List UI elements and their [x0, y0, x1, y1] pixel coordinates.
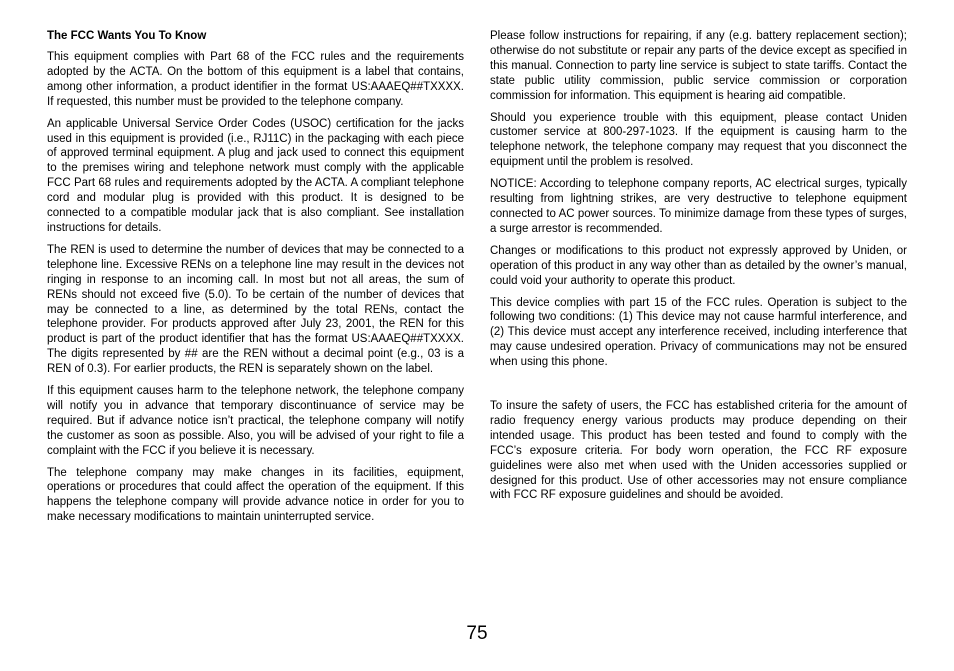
paragraph-repairs: Please follow instructions for repairing, if any (e.g. battery replacement section); otherwise do not substitute or repair any parts of the device except as specified in this manual. Connection to party line service is subject to state tariffs. Contact the state public utility commission, public service commission or corporation commission for information. This equipment is hearing aid compatible.	[490, 30, 907, 102]
paragraph-ren: The REN is used to determine the number of devices that may be connected to a telephone line. Excessive RENs on a telephone line may result in the devices not ringing in response to an incoming call. In most but not all areas, the sum of RENs should not exceed five (5.0). To be certain of the number of devices that may be connected to a line, as determined by the total RENs, contact the telephone provider. For products approved after July 23, 2001, the REN for this product is part of the product identifier that has the format US:AAAEQ##TXXXX. The digits represented by ## are the REN without a decimal point (e.g., 03 is a REN of 0.3). For earlier products, the REN is separately shown on the label.	[47, 243, 464, 376]
paragraph-customer-service: Should you experience trouble with this equipment, please contact Uniden customer service at 800-297-1023. If the equipment is causing harm to the telephone network, the telephone company may request that you disconnect the equipment until the problem is resolved.	[490, 111, 907, 169]
right-column	[490, 29, 907, 510]
spacer	[490, 377, 907, 399]
paragraph-facility-changes: The telephone company may make changes in its facilities, equipment, operations or procedures that could affect the operation of the equipment. If this happens the telephone company will provide advance notice in order for you to make necessary modifications to maintain uninterrupted service.	[47, 466, 464, 524]
paragraph-fcc-part68: This equipment complies with Part 68 of the FCC rules and the requirements adopted by the ACTA. On the bottom of this equipment is a label that contains, among other information, a product identifier in the format US:AAAEQ##TXXXX. If requested, this number must be provided to the telephone company.	[47, 51, 464, 108]
paragraph-rf-exposure: To insure the safety of users, the FCC has established criteria for the amount of radio frequency energy various products may produce depending on their intended usage. This product has been tested and found to comply with the FCC’s exposure criteria. For body worn operation, the FCC RF exposure guidelines were also met when used with the Uniden accessories supplied or designed for this product. Use of other accessories may not ensure compliance with FCC RF exposure guidelines and should be avoided.	[490, 400, 907, 502]
paragraph-surge-notice: NOTICE: According to telephone company reports, AC electrical surges, typically resulting from lightning strikes, are very destructive to telephone equipment connected to AC power sources. To minimize damage from these types of surges, a surge arrestor is recommended.	[490, 178, 907, 235]
paragraph-usoc: An applicable Universal Service Order Codes (USOC) certification for the jacks used in this equipment is provided (i.e., RJ11C) in the packaging with each piece of approved terminal equipment. A plug and jack used to connect this equipment to the premises wiring and telephone network must comply with the applicable FCC Part 68 rules and requirements adopted by the ACTA. A compliant telephone cord and modular plug is provided with this product. It is designed to be connected to a compatible modular jack that is also compliant. See installation instructions for details.	[47, 117, 464, 234]
paragraph-network-harm: If this equipment causes harm to the telephone network, the telephone company will notify you in advance that temporary discontinuance of service may be required. But if advance notice isn’t practical, the telephone company will notify the customer as soon as possible. Also, you will be advised of your right to file a complaint with the FCC if you believe it is necessary.	[47, 385, 464, 457]
section-heading: The FCC Wants You To Know	[47, 30, 207, 42]
page-number: 75	[466, 623, 488, 644]
left-column	[47, 29, 464, 532]
paragraph-modifications: Changes or modifications to this product not expressly approved by Uniden, or operation of this product in any way other than as detailed by the owner’s manual, could void your authority to operate this product.	[490, 244, 907, 287]
paragraph-part15: This device complies with part 15 of the FCC rules. Operation is subject to the following two conditions: (1) This device may not cause harmful interference, and (2) This device must accept any interference received, including interference that may cause undesired operation. Privacy of communications may not be ensured when using this phone.	[490, 296, 907, 369]
